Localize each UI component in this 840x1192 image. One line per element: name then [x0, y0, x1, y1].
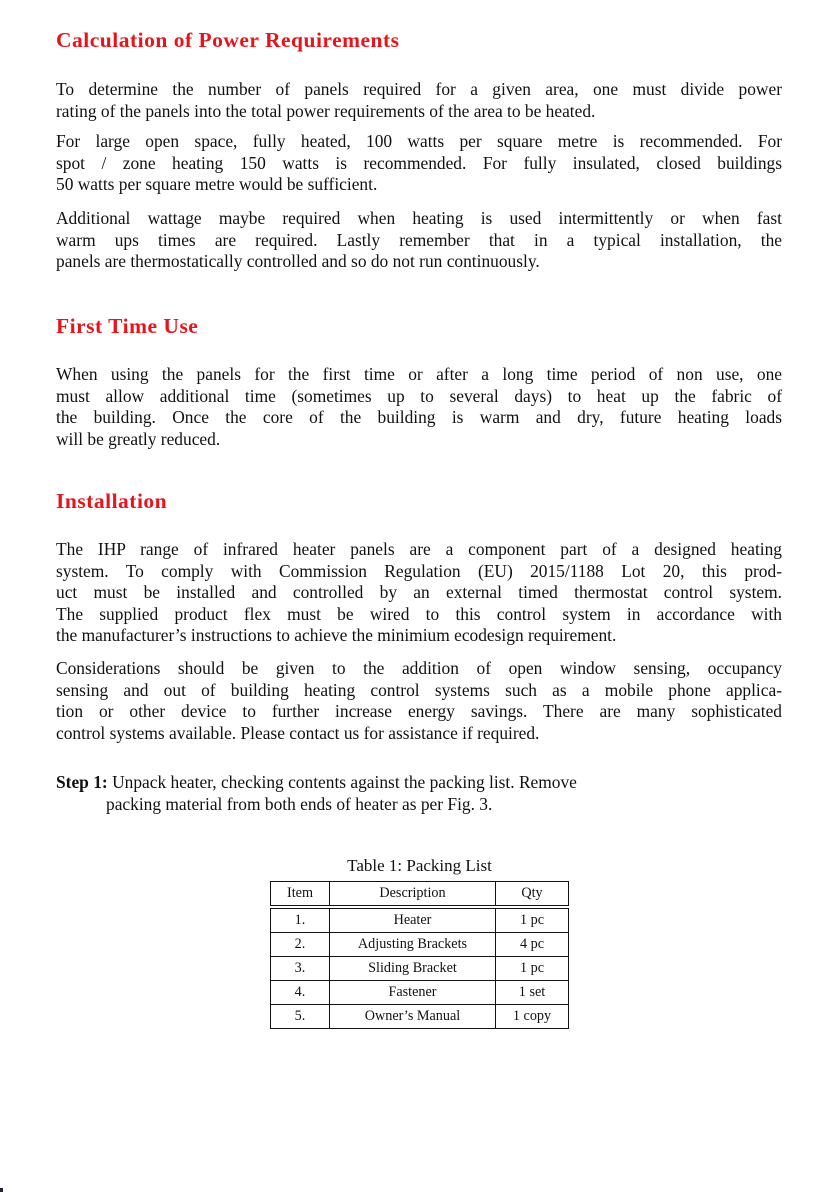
table-row [271, 1005, 569, 1029]
cell-description: Heater [330, 909, 496, 933]
cell-qty: 1 set [496, 981, 569, 1005]
table-row [271, 981, 569, 1005]
paragraph-line: To determine the number of panels required for a given area, one must divide power [56, 79, 782, 99]
paragraph-line: For large open space, fully heated, 100 watts per square metre is recommended. For [56, 131, 782, 151]
cell-qty: 1 pc [496, 909, 569, 933]
power-paragraph-3 [56, 208, 782, 273]
cell-qty: 1 pc [496, 957, 569, 981]
paragraph-line: rating of the panels into the total power requirements of the area to be heated. [56, 100, 596, 121]
packing-list-table [270, 881, 569, 1029]
header-description: Description [330, 882, 496, 906]
page-corner-mark [0, 1188, 3, 1192]
heading-first-time-use: First Time Use [56, 314, 199, 338]
cell-description: Fastener [330, 981, 496, 1005]
paragraph-line: Considerations should be given to the addition of open window sensing, occupancy [56, 658, 782, 678]
paragraph-line: the manufacturer’s instructions to achieve the minimium ecodesign requirement. [56, 625, 617, 646]
paragraph-line: The IHP range of infrared heater panels are a component part of a designed heating [56, 539, 782, 559]
step-1 [56, 772, 782, 815]
step-label: Step 1: [56, 772, 108, 792]
installation-paragraph-2 [56, 658, 782, 744]
installation-paragraph-1 [56, 539, 782, 647]
step-text-2: packing material from both ends of heater as per Fig. 3. [106, 793, 493, 814]
cell-item: 1. [271, 909, 330, 933]
paragraph-line: The supplied product flex must be wired to this control system in accordance with [56, 603, 782, 624]
cell-qty: 4 pc [496, 933, 569, 957]
paragraph-line: uct must be installed and controlled by an external timed thermostat control system. [56, 582, 782, 603]
paragraph-line: will be greatly reduced. [56, 428, 221, 449]
table-header-row [271, 882, 569, 906]
step-text-1: Unpack heater, checking contents against the packing list. Remove [112, 772, 577, 792]
table-row [271, 957, 569, 981]
paragraph-line: system. To comply with Commission Regulation (EU) 2015/1188 Lot 20, this prod- [56, 560, 782, 581]
paragraph-line: sensing and out of building heating control systems such as a mobile phone applica- [56, 679, 782, 700]
paragraph-line: When using the panels for the first time or after a long time period of non use, one [56, 364, 782, 384]
paragraph-line: panels are thermostatically controlled and so do not run continuously. [56, 251, 540, 272]
header-qty: Qty [496, 882, 569, 906]
cell-item: 4. [271, 981, 330, 1005]
cell-description: Owner’s Manual [330, 1005, 496, 1029]
paragraph-line: tion or other device to further increase energy savings. There are many sophisticated [56, 701, 782, 722]
cell-description: Adjusting Brackets [330, 933, 496, 957]
table-row [271, 933, 569, 957]
paragraph-line: the building. Once the core of the building is warm and dry, future heating loads [56, 407, 782, 428]
cell-qty: 1 copy [496, 1005, 569, 1029]
paragraph-line: must allow additional time (sometimes up to several days) to heat up the fabric of [56, 385, 782, 406]
first-use-paragraph [56, 364, 782, 450]
paragraph-line: warm ups times are required. Lastly remember that in a typical installation, the [56, 229, 782, 250]
header-item: Item [271, 882, 330, 906]
paragraph-line: control systems available. Please contact us for assistance if required. [56, 722, 540, 743]
table-caption: Table 1: Packing List [347, 856, 492, 875]
paragraph-line: spot / zone heating 150 watts is recommended. For fully insulated, closed buildings [56, 152, 782, 173]
power-paragraph-1 [56, 79, 782, 122]
paragraph-line: Additional wattage maybe required when heating is used intermittently or when fast [56, 208, 782, 228]
heading-installation: Installation [56, 489, 168, 513]
heading-power-requirements: Calculation of Power Requirements [56, 28, 400, 52]
power-paragraph-2 [56, 131, 782, 196]
cell-description: Sliding Bracket [330, 957, 496, 981]
table-row [271, 909, 569, 933]
cell-item: 3. [271, 957, 330, 981]
paragraph-line: 50 watts per square metre would be sufficient. [56, 174, 378, 195]
cell-item: 5. [271, 1005, 330, 1029]
cell-item: 2. [271, 933, 330, 957]
